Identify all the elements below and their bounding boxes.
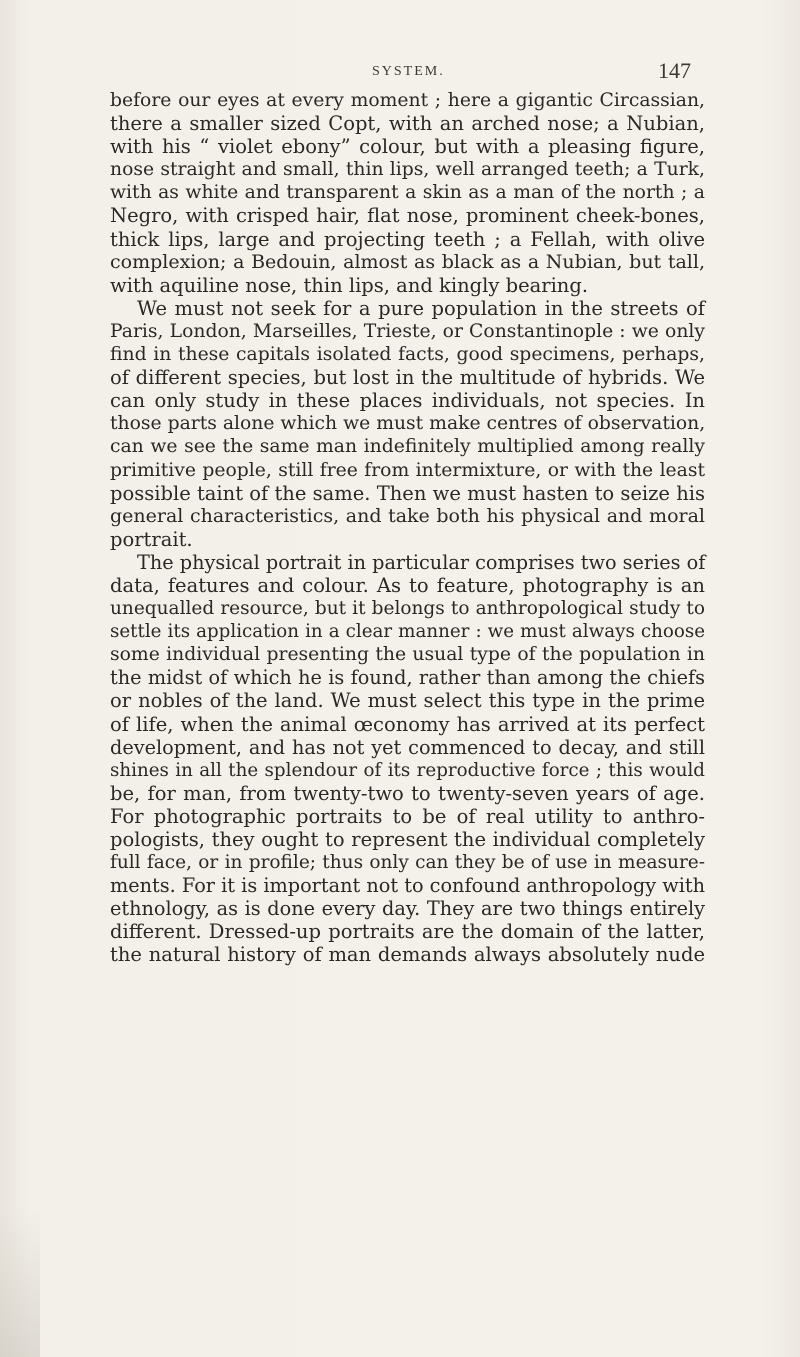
text-line: pologists, they ought to represent the individual completely xyxy=(110,828,705,851)
text-line: can we see the same man indefinitely multiplied among really xyxy=(110,436,705,458)
text-line: different. Dressed-up portraits are the domain of the latter, xyxy=(110,920,705,944)
text-line: can only study in these places individuals, not species. In xyxy=(110,389,705,413)
text-line: complexion; a Bedouin, almost as black as a Nubian, but tall, xyxy=(110,250,705,273)
text-line: development, and has not yet commenced to decay, and still xyxy=(110,735,705,759)
text-line: portrait. xyxy=(110,527,193,551)
body-text xyxy=(110,89,705,967)
text-line: settle its application in a clear manner : we must always choose xyxy=(110,621,705,643)
text-line: of different species, but lost in the multitude of hybrids. We xyxy=(110,366,705,390)
page-edge-shadow xyxy=(0,1207,40,1357)
text-line: primitive people, still free from intermixture, or with the least xyxy=(110,459,705,481)
text-line: before our eyes at every moment ; here a gigantic Circassian, xyxy=(110,90,705,111)
text-line: of life, when the animal œconomy has arrived at its perfect xyxy=(110,712,705,736)
text-line: there a smaller sized Copt, with an arched nose; a Nubian, xyxy=(110,112,705,136)
text-line: ethnology, as is done every day. They are two things entirely xyxy=(110,897,705,921)
text-line: We must not seek for a pure population in the streets of xyxy=(137,296,705,320)
text-line: general characteristics, and take both his physical and moral xyxy=(110,504,705,527)
text-line: be, for man, from twenty-two to twenty-seven years of age. xyxy=(110,781,705,805)
text-line: or nobles of the land. We must select this type in the prime xyxy=(110,689,705,713)
text-line: Negro, with crisped hair, flat nose, prominent cheek-bones, xyxy=(110,204,705,228)
text-line: full face, or in profile; thus only can they be of use in measure- xyxy=(110,852,705,874)
text-line: possible taint of the same. Then we must hasten to seize his xyxy=(110,481,705,505)
page-number: 147 xyxy=(658,58,691,83)
text-line: nose straight and small, thin lips, well arranged teeth; a Turk, xyxy=(110,159,705,181)
text-line: with his “ violet ebony” colour, but with a pleasing figure, xyxy=(110,135,705,159)
text-line: find in these capitals isolated facts, good specimens, perhaps, xyxy=(110,344,705,366)
text-line: ments. For it is important not to confound anthropology with xyxy=(110,874,705,898)
text-line: The physical portrait in particular comprises two series of xyxy=(137,550,706,574)
running-head: SYSTEM. xyxy=(372,64,445,79)
text-line: Paris, London, Marseilles, Trieste, or Constantinople : we only xyxy=(110,320,705,342)
text-line: unequalled resource, but it belongs to anthropological study to xyxy=(110,598,705,620)
text-line: the natural history of man demands always absolutely nude xyxy=(110,943,705,967)
text-line: those parts alone which we must make centres of observation, xyxy=(110,413,706,435)
text-line: the midst of which he is found, rather than among the chiefs xyxy=(110,666,705,690)
text-line: some individual presenting the usual type of the population in xyxy=(110,644,705,666)
text-line: with as white and transparent a skin as a man of the north ; a xyxy=(110,182,705,204)
page-header xyxy=(0,58,800,86)
text-line: shines in all the splendour of its reproductive force ; this would xyxy=(110,759,705,781)
text-line: thick lips, large and projecting teeth ; a Fellah, with olive xyxy=(110,227,705,251)
text-line: For photographic portraits to be of real utility to anthro- xyxy=(110,804,705,828)
text-line: with aquiline nose, thin lips, and kingly bearing. xyxy=(110,273,589,297)
text-line: data, features and colour. As to feature, photography is an xyxy=(110,573,705,597)
